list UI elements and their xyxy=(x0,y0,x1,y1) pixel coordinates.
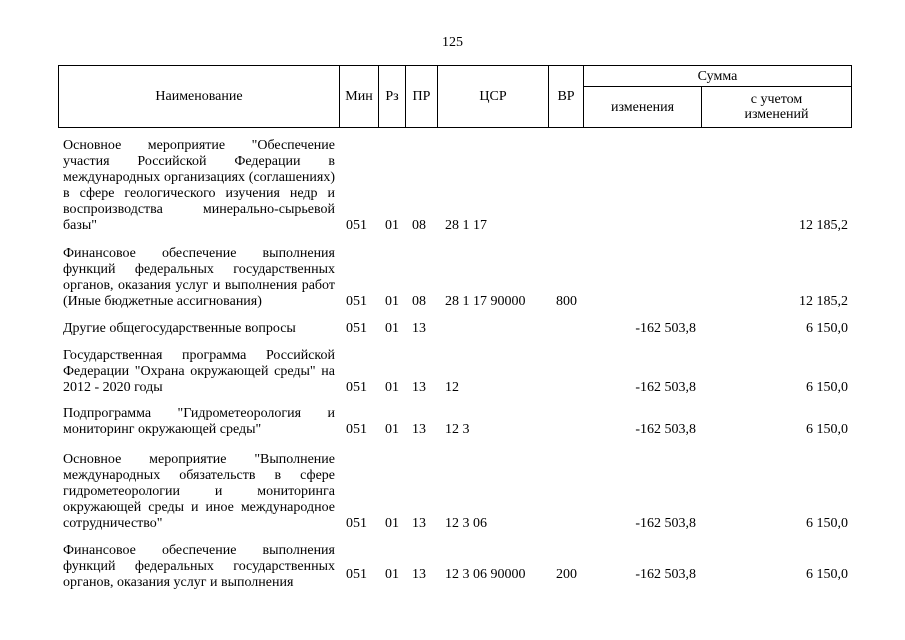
row-pr: 13 xyxy=(412,380,426,395)
row-vr: 800 xyxy=(556,294,577,309)
row-name: Другие общегосударственные вопросы xyxy=(63,321,296,336)
row-change: -162 503,8 xyxy=(635,380,696,395)
table-row xyxy=(0,543,905,591)
row-name: Финансовое обеспечение выполнения функций федеральных государственных органов, оказания услуг и выполнения xyxy=(63,543,335,590)
row-csr: 12 3 06 90000 xyxy=(445,567,526,582)
row-total: 6 150,0 xyxy=(806,516,848,531)
header-rz: Рз xyxy=(378,65,406,128)
table-row xyxy=(0,449,905,532)
row-total: 6 150,0 xyxy=(806,380,848,395)
header-name: Наименование xyxy=(58,65,340,128)
row-min: 051 xyxy=(346,380,367,395)
header-vr: ВР xyxy=(548,65,584,128)
header-min: Мин xyxy=(339,65,379,128)
row-name: Государственная программа Российской Федерации "Охрана окружающей среды" на 2012 - 2020 годы xyxy=(63,348,335,395)
row-change: -162 503,8 xyxy=(635,516,696,531)
row-min: 051 xyxy=(346,294,367,309)
row-pr: 08 xyxy=(412,294,426,309)
row-csr: 12 xyxy=(445,380,459,395)
row-vr: 200 xyxy=(556,567,577,582)
header-csr: ЦСР xyxy=(437,65,549,128)
page-number: 125 xyxy=(442,35,463,50)
row-csr: 28 1 17 xyxy=(445,218,487,233)
row-name: Подпрограмма "Гидрометеорология и мониторинг окружающей среды" xyxy=(63,406,335,437)
row-pr: 13 xyxy=(412,321,426,336)
row-name: Основное мероприятие "Обеспечение участия Российской Федерации в международных организациях (соглашениях) в сфере геологического изучения недр и воспроизводства минерально-сырьевой базы" xyxy=(63,138,335,233)
row-pr: 13 xyxy=(412,422,426,437)
row-rz: 01 xyxy=(385,422,399,437)
row-rz: 01 xyxy=(385,294,399,309)
row-rz: 01 xyxy=(385,218,399,233)
row-rz: 01 xyxy=(385,516,399,531)
table-row xyxy=(0,347,905,396)
header-total: с учетом изменений xyxy=(701,86,852,128)
row-rz: 01 xyxy=(385,567,399,582)
row-min: 051 xyxy=(346,567,367,582)
row-total: 6 150,0 xyxy=(806,567,848,582)
row-csr: 12 3 06 xyxy=(445,516,487,531)
header-change: изменения xyxy=(583,86,702,128)
row-csr: 12 3 xyxy=(445,422,470,437)
row-change: -162 503,8 xyxy=(635,422,696,437)
row-total: 6 150,0 xyxy=(806,422,848,437)
row-rz: 01 xyxy=(385,380,399,395)
row-change: -162 503,8 xyxy=(635,321,696,336)
row-min: 051 xyxy=(346,218,367,233)
row-min: 051 xyxy=(346,516,367,531)
row-name: Финансовое обеспечение выполнения функций федеральных государственных органов, оказания услуг и выполнения работ (Иные бюджетные ассигнования) xyxy=(63,246,335,309)
row-min: 051 xyxy=(346,422,367,437)
row-name: Основное мероприятие "Выполнение международных обязательств в сфере гидрометеорологии и мониторинга окружающей среды и иное международное сотрудничество" xyxy=(63,452,335,531)
row-total: 12 185,2 xyxy=(799,218,848,233)
table-row xyxy=(0,130,905,234)
header-sum: Сумма xyxy=(583,65,852,87)
row-total: 6 150,0 xyxy=(806,321,848,336)
table-row xyxy=(0,320,905,337)
header-pr: ПР xyxy=(405,65,438,128)
row-change: -162 503,8 xyxy=(635,567,696,582)
row-rz: 01 xyxy=(385,321,399,336)
row-csr: 28 1 17 90000 xyxy=(445,294,526,309)
row-pr: 08 xyxy=(412,218,426,233)
row-pr: 13 xyxy=(412,516,426,531)
table-row xyxy=(0,244,905,310)
table-row xyxy=(0,405,905,438)
row-pr: 13 xyxy=(412,567,426,582)
row-min: 051 xyxy=(346,321,367,336)
row-total: 12 185,2 xyxy=(799,294,848,309)
